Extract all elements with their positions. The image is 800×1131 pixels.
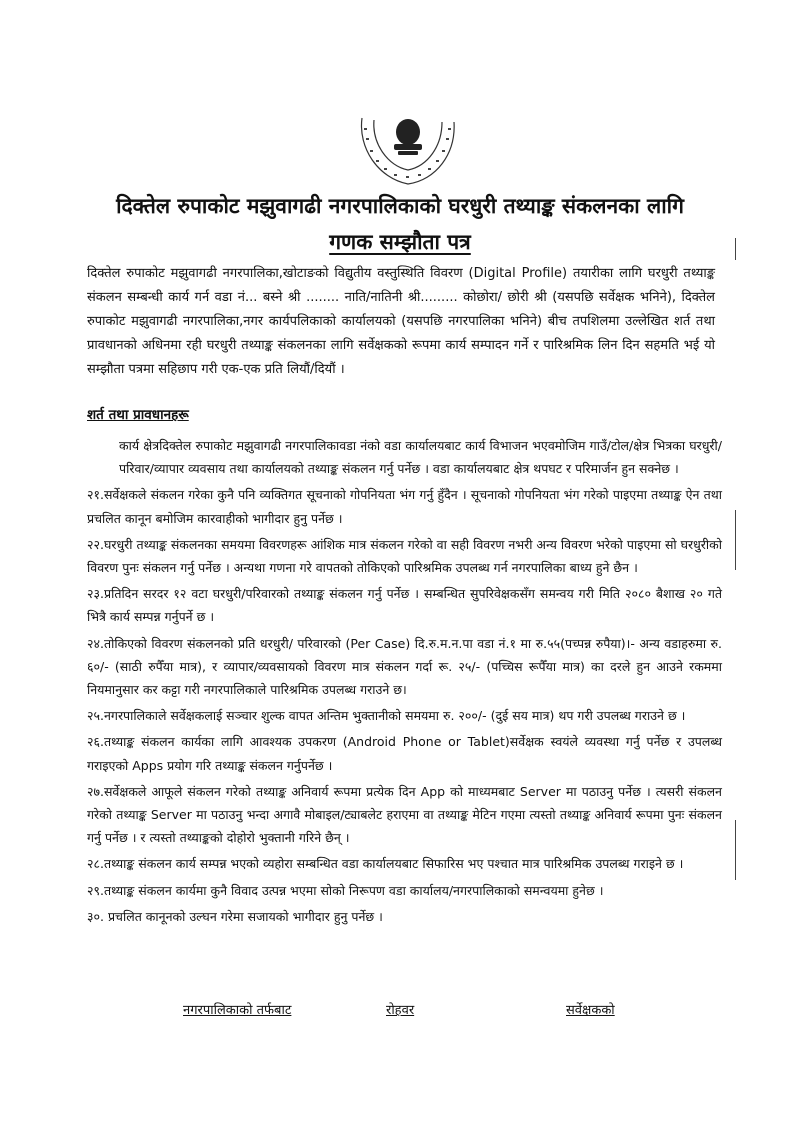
- signature-row: [0, 1000, 800, 1024]
- document-title: दिक्तेल रुपाकोट मझुवागढी नगरपालिकाको घरधुरी तथ्याङ्क संकलनका लागि: [116, 194, 684, 218]
- witness-signature-label: रोहवर: [386, 1003, 415, 1018]
- clause-26: २६.तथ्याङ्क संकलन कार्यका लागि आवश्यक उपकरण (Android Phone or Tablet)सर्वेक्षक स्वयंले व्यवस्था गर्नु पर्नेछ र उपलब्ध गराइएको Apps प्रयोग गरि तथ्याङ्क संकलन गर्नुपर्नेछ ।: [87, 734, 722, 773]
- clause-29: २९.तथ्याङ्क संकलन कार्यमा कुनै विवाद उत्पन्न भएमा सोको निरूपण वडा कार्यालय/नगरपालिकाको समन्वयमा हुनेछ ।: [87, 882, 604, 898]
- official-seal-stamp-icon: [348, 108, 466, 194]
- clause-22: २२.घरधुरी तथ्याङ्क संकलनका समयमा विवरणहरू आंशिक मात्र संकलन गरेको वा सही विवरण नभरी अन्य विवरण भरेको पाइएमा सो घरधुरीको विवरण पुनः संकलन गर्नु पर्नेछ । अन्यथा गणना गरे वापतको तोकिएको पारिश्रमिक उपलब्ध गर्न नगरपालिका बाध्य हुने छैन ।: [87, 536, 722, 576]
- section-heading: शर्त तथा प्रावधानहरू: [87, 407, 189, 423]
- municipality-signature-label: नगरपालिकाको तर्फबाट: [183, 1003, 292, 1018]
- intro-paragraph: दिक्तेल रुपाकोट मझुवागढी नगरपालिका,खोटाङको विद्युतीय वस्तुस्थिति विवरण (Digital Profile) तयारीका लागि घरधुरी तथ्याङ्क संकलन सम्बन्धी कार्य गर्न वडा नं... बस्ने श्री ........ नाति/नातिनी श्री......... कोछोरा/ छोरी श्री (यसपछि सर्वेक्षक भनिने), दिक्तेल रुपाकोट मझुवागढी नगरपालिका,नगर कार्यपलिकाको कार्यालयको (यसपछि नगरपालिका भनिने) बीच तपशिलमा उल्लेखित शर्त तथा प्रावधानको अधिनमा रही घरधुरी तथ्याङ्क संकलनका लागि सर्वेक्षकको रूपमा कार्य सम्पादन गर्ने र पारिश्रमिक लिन दिन सहमति भई यो सम्झौता पत्रमा सहिछाप गरी एक-एक प्रति लियौं/दियौं ।: [87, 266, 715, 377]
- clause-28: २८.तथ्याङ्क संकलन कार्य सम्पन्न भएको व्यहोरा सम्बन्धित वडा कार्यालयबाट सिफारिस भए पश्चात मात्र पारिश्रमिक उपलब्ध गराइने छ ।: [87, 856, 684, 872]
- margin-mark: [735, 510, 736, 570]
- clause-21: २१.सर्वेक्षकले संकलन गरेका कुनै पनि व्यक्तिगत सूचनाको गोपनियता भंग गर्नु हुँदैन । सूचनाको गोपनियता भंग गरेको पाइएमा तथ्याङ्क ऐन तथा प्रचलित कानून बमोजिम कारवाहीको भागीदार हुनु पर्नेछ ।: [87, 487, 722, 526]
- clauses-list: [87, 434, 722, 931]
- clause-25: २५.नगरपालिकाले सर्वेक्षकलाई सञ्चार शुल्क वापत अन्तिम भुक्तानीको समयमा रु. २००/- (दुई सय मात्र) थप गरी उपलब्ध गराउने छ ।: [87, 708, 686, 724]
- clause-23: २३.प्रतिदिन सरदर १२ वटा घरधुरी/परिवारको तथ्याङ्क संकलन गर्नु पर्नेछ । सम्बन्धित सुपरिवेक्षकसँग समन्वय गरी मिति २०८० बैशाख २० गते भित्रै कार्य सम्पन्न गर्नुपर्ने छ ।: [87, 586, 722, 625]
- margin-mark: [735, 820, 736, 880]
- document-subtitle: गणक सम्झौता पत्र: [329, 230, 471, 254]
- surveyor-signature-label: सर्वेक्षकको: [566, 1003, 615, 1018]
- clause-work-area: कार्य क्षेत्रदिक्तेल रुपाकोट मझुवागढी नगरपालिकावडा नंको वडा कार्यालयबाट कार्य विभाजन भएवमोजिम गाउँ/टोल/क्षेत्र भित्रका घरधुरी/परिवार/व्यापार व्यवसाय तथा कार्यालयको तथ्याङ्क संकलन गर्नु पर्नेछ । वडा कार्यालयबाट क्षेत्र थपघट र परिमार्जन हुन सक्नेछ ।: [119, 438, 722, 477]
- margin-mark: [735, 238, 736, 260]
- clause-24: २४.तोकिएको विवरण संकलनको प्रति धरधुरी/ परिवारको (Per Case) दि.रु.म.न.पा वडा नं.१ मा रु.५५(पच्पन्न रुपैया)।- अन्य वडाहरुमा रु. ६०/- (साठी रुपैँया मात्र), र व्यापार/व्यवसायको विवरण मात्र संकलन गर्दा रू. २५/- (पच्चिस रूपैँया मात्र) का दरले हुन आउने रकममा नियमानुसार कर कट्टा गरी नगरपालिकाले पारिश्रमिक उपलब्ध गराउने छ।: [87, 635, 722, 698]
- clause-27: २७.सर्वेक्षकले आफूले संकलन गरेको तथ्याङ्क अनिवार्य रूपमा प्रत्येक दिन App को माध्यमबाट Server मा पठाउनु पर्नेछ । त्यसरी संकलन गरेको तथ्याङ्क Server मा पठाउनु भन्दा अगावै मोबाइल/ट्याबलेट हराएमा वा तथ्याङ्क मेटिन गएमा त्यस्तो तथ्याङ्क अनिवार्य रूपमा पुनः संकलन गर्नु पर्नेछ । र त्यस्तो तथ्याङ्कको दोहोरो भुक्तानी गरिने छैन् ।: [87, 783, 722, 846]
- clause-30: ३०. प्रचलित कानूनको उल्घन गरेमा सजायको भागीदार हुनु पर्नेछ ।: [87, 908, 383, 924]
